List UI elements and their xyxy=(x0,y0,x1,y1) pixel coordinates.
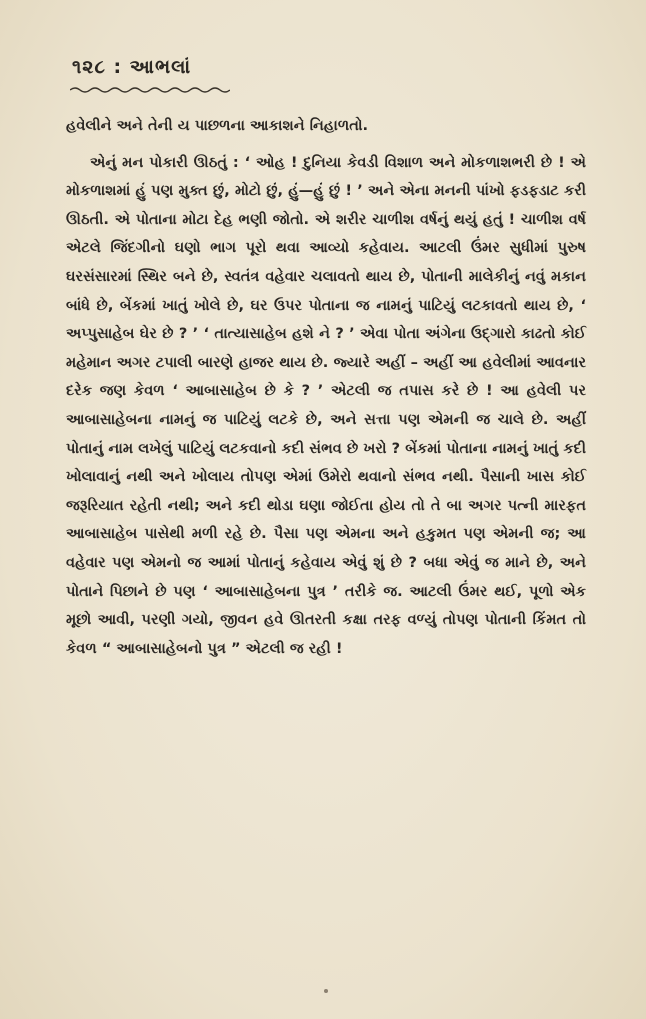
running-header xyxy=(72,56,191,78)
book-title: આભલાં xyxy=(129,56,192,78)
page-speck xyxy=(324,989,328,993)
page-number: ૧૨૮ xyxy=(72,56,106,78)
body-text xyxy=(66,112,586,663)
header-separator: : xyxy=(113,56,123,78)
main-paragraph: એનું મન પોકારી ઊઠતું : ‘ ઓહ ! દુનિયા કેવડી વિશાળ અને મોકળાશભરી છે ! એ મોકળાશમાં હું પણ મુક્ત છું, મોટો છું, હું—હું છું ! ’ અને એના મનની પાંખો ફડફડાટ કરી ઊઠતી. એ પોતાના મોટા દેહ ભણી જોતો. એ શરીર ચાળીશ વર્ષનું થયું હતું ! ચાળીશ વર્ષ એટલે જિંદગીનો ઘણો ભાગ પૂરો થવા આવ્યો કહેવાય. આટલી ઉંમર સુધીમાં પુરુષ ઘરસંસારમાં સ્થિર બને છે, સ્વતંત્ર વહેવાર ચલાવતો થાય છે, પોતાની માલેકીનું નવું મકાન બાંધે છે, બેંકમાં ખાતું ખોલે છે, ઘર ઉપર પોતાના જ નામનું પાટિયું લટકાવતો થાય છે, ‘ અપ્પુસાહેબ ઘેર છે ? ’ ‘ તાત્યાસાહેબ હશે ને ? ’ એવા પોતા અંગેના ઉદ્ગારો કાઢતો કોઈ મહેમાન અગર ટપાલી બારણે હાજર થાય છે. જ્યારે અહીં – અહીં આ હવેલીમાં આવનાર દરેક જણ કેવળ ‘ આબાસાહેબ છે કે ? ’ એટલી જ તપાસ કરે છે ! આ હવેલી પર આબાસાહેબના નામનું જ પાટિયું લટકે છે, અને સત્તા પણ એમની જ ચાલે છે. અહીં પોતાનું નામ લખેલું પાટિયું લટકવાનો કદી સંભવ છે ખરો ? બેંકમાં પોતાના નામનું ખાતું કદી ખોલાવાનું નથી અને ખોલાય તોપણ એમાં ઉમેરો થવાનો સંભવ નથી. પૈસાની ખાસ કોઈ જરૂરિયાત રહેતી નથી; અને કદી થોડા ઘણા જોઈતા હોય તો તે બા અગર પત્ની મારફત આબાસાહેબ પાસેથી મળી રહે છે. પૈસા પણ એમના અને હકુમત પણ એમની જ; આ વહેવાર પણ એમનો જ આમાં પોતાનું કહેવાય એવું શું છે ? બધા એવું જ માને છે, અને પોતાને પિછાને છે પણ ‘ આબાસાહેબના પુત્ર ’ તરીકે જ. આટલી ઉંમર થઈ, પૂળો એક મૂછો આવી, પરણી ગયો, જીવન હવે ઊતરતી કક્ષા તરફ વળ્યું તોપણ પોતાની કિંમત તો કેવળ “ આબાસાહેબનો પુત્ર ” એટલી જ રહી ! xyxy=(66,153,586,657)
decorative-wavy-rule xyxy=(70,86,230,94)
opening-line: હવેલીને અને તેની ય પાછળના આકાશને નિહાળતો. xyxy=(66,117,369,134)
